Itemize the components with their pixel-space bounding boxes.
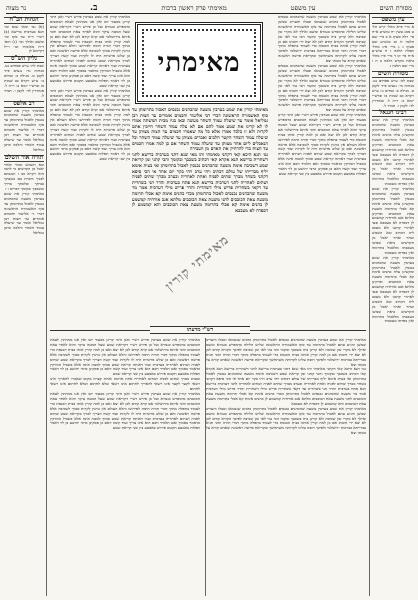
rabbeinu-chananel-title: רבינו חננאל [372, 110, 414, 117]
lower-right-text: מאימתי קורין את שמע בערבין משעה שהכהנים נכנסים לאכול בתרומתן כהנים שנטמאו וטבלו והעריב שמשן והגיע עתם לאכול בתרומה עד סוף האשמורה הראשונה שליש הלילה כדמפרש בגמרא ומשם ואילך לא מקרי זמן שכיבה ולא קרינן ביה בשכבך ומקמי הכי נמי לאו זמן שכיבה לפיכך הקורא קודם לכן לא יצא ידי חובתו אם כן למה קורין אותה בבית הכנסת כדי לעמוד בתפלה מתוך דברי תורה והכי תניא בברייתא בברכות ירושלמי ולפיכך חובה עלינו לקרותה משתחשך ובקריאת פרשה ראשונה שאדם קורא על מטתו יצא [206, 338, 366, 367]
rashi-text: מאימתי קורין את שמע בערבין משעה שהכהנים נכנסים לאכול בתרומתן כהנים שנטמאו וטבלו והעריב שמשן והגיע עתם לאכול בתרומה עד סוף האשמורה הראשונה שליש הלילה כדמפרש בגמרא ומשם ואילך לא מקרי זמן שכיבה ולא קרינן ביה בשכבך ומקמי הכי נמי לאו זמן שכיבה לפיכך הקורא קודם לכן לא יצא ידי חובתו אם כן למה קורין אותה בבית הכנסת כדי לעמוד בתפלה מתוך דברי תורה והכי תניא בברייתא בברכות ירושלמי ולפיכך חובה עלינו לקרותה משתחשך ובקריאת פרשה ראשונה שאדם קורא על מטתו יצא [278, 15, 366, 64]
gilyon-title: גליון הש"ס [4, 56, 44, 63]
gemara-text: גמ׳ תנא היכא קאי דקתני מאימתי ותו מאי שנא דתני בערבית ברישא לתני דשחרית ברישא תנא אקרא קאי דכתיב בשכבך ובקומך והכי קתני זמן קריאת שמע דשכיבה אימת משעה שהכהנים נכנסין לאכול בתרומתן ואי בעית אימא יליף מברייתו של עולם דכתיב ויהי ערב ויהי בקר יום אחד אי הכי סיפא דקתני בשחר מברך שתים לפניה ואחת לאחריה ובערב מברך שתים לפניה ושתים לאחריה לתני דערבית ברישא תנא פתח בערבית והדר תני בשחרית עד דקאי בשחרית פריש מילי דשחרית והדר פריש מילי דערבית אמר מר משעה שהכהנים נכנסים לאכול בתרומתן מכדי כהנים אימת קא אכלי תרומה משעת צאת הכוכבים לתני משעת צאת הכוכבים מלתא אגב אורחיה קמשמע לן כהנים אימת קא אכלי בתרומה משעת צאת הכוכבים והא קמשמע לן דכפרה לא מעכבא [132, 152, 268, 214]
lower-left-text: מאימתי קורין את שמע בערבין פירש רש״י ואנן היכי קרינן מבעוד יום ואין אנו ממתינין לצאת הכוכבים כדמפרש בגמרא ועל כן פירש רש״י דקריאת שמע שעל המטה עיקר והוא לאחר צאת הכוכבים והכי איתא בירושלמי אם קרא קודם לכן לא יצא ואם כן למה קורין אותו בבית הכנסת כדי לעמוד בתפלה מתוך דברי תורה תימה לפירושו והלא העולם אין נוהגין לקרות סמוך לשכיבה אלא פרשה ראשונה ואם כן שלש פרשיות היה לו לקרות ועוד קשה דצריך לברך בקריאת שמע שתים לפניה ושתים לאחריה בערבית ועוד דאותה קריאת שמע סמוך למטה אינה אלא בשביל המזיקין כדאמר בסמוך ואם תלמיד חכם הוא אינו צריך ועוד קשה דאם כן פסקינן כרבי יהושע בן לוי דאמר תפלות באמצע תקנום פירוש באמצע בין שני קריאת שמע [50, 338, 200, 377]
header-right: מסורת השים [379, 4, 412, 12]
lower-left-commentary [50, 338, 200, 594]
rabbeinu-chananel-text: מאימתי קורין את שמע בערבין משעה שהכהנים נכנסין לאכול בתרומתן ומקשינן עלה כהנים אימת קא אכלי בתרומה משעת צאת הכוכבים ופרקינן מלתא אגב אורחיה קמשמע לן דכפרה לא מעכבא ובעי לאתויי קרבנו ולא מעכב ליה דכתיב ובא השמש וטהר ואחר יאכל מן הקדשים ביאת שמשו מעכבתו מלאכול בתרומה ואין כפרתו מעכבתו [372, 117, 414, 187]
torah-or-text-cont: מאימתי קורין את שמע בערבין משעה שהכהנים נכנסין לאכול בתרומתן עד סוף האשמורה הראשונה דברי ר׳ אליעזר וחכמים אומרים עד חצות רבן גמליאל אומר עד שיעלה עמוד השחר והלכה כרבן גמליאל [4, 191, 44, 236]
left-margin-divider [46, 14, 47, 596]
masoret-text: שבת לה: ע״ש פסחים נט. מנחות נד: נגעים פ״ד לקמן ט. מגילה כ: זבחים נו: ע״ש ויקרא כב שמות כז וברש״י יומא כ: ר״ה ל. סנהדרין לד: לקמן ו. תמיד ל. [372, 77, 414, 108]
torah-or-title: תורה אור השלם [4, 153, 44, 161]
gemara-main-text [132, 108, 268, 313]
gilyon-text: שבת לה: ע״ש פסחים נט. מנחות נד: נגעים פ״ד לקמן ט. מגילה כ: זבחים נו: ע״ש ויקרא כב שמות כז וברש״י יומא כ: ר״ה ל. סנהדרין לד: לקמן ו. תמיד ל. [4, 63, 44, 98]
tosafot-column [50, 15, 130, 327]
library-stamp: מאימתי קורין [162, 232, 233, 295]
mishnah-text: מאימתי קורין את שמע בערבין משעה שהכהנים נכנסים לאכול בתרומתן עד סוף האשמורה הראשונה דברי רבי אליעזר וחכמים אומרים עד חצות רבן גמליאל אומר עד שיעלה עמוד השחר מעשה ובאו בניו מבית המשתה אמרו לו לא קרינו את שמע אמר להם אם לא עלה עמוד השחר חייבין אתם לקרות ולא זו בלבד אמרו אלא כל מה שאמרו חכמים עד חצות מצותן עד שיעלה עמוד השחר הקטר חלבים ואברים מצותן עד שיעלה עמוד השחר וכל הנאכלים ליום אחד מצותן עד שיעלה עמוד השחר אם כן למה אמרו חכמים עד חצות כדי להרחיק את האדם מן העבירה [132, 108, 268, 153]
lower-right-text-cont: גמ׳ תנא היכא קאי דקתני מאימתי ותו מאי שנא דתני בערבית ברישא לתני דשחרית ברישא תנא אקרא קאי דכתיב בשכבך ובקומך והכי קתני זמן קריאת שמע דשכיבה אימת משעה שהכהנים נכנסין לאכול בתרומתן ואי בעית אימא יליף מברייתו של עולם דכתיב ויהי ערב ויהי בקר יום אחד אי הכי סיפא דקתני בשחר מברך שתים לפניה ואחת לאחריה ובערב מברך שתים לפניה ושתים לאחריה לתני דערבית ברישא תנא פתח בערבית והדר תני בשחרית עד דקאי בשחרית פריש מילי דשחרית והדר פריש מילי דערבית אמר מר משעה שהכהנים נכנסים לאכול בתרומתן מכדי כהנים אימת קא אכלי תרומה משעת צאת הכוכבים לתני משעת צאת הכוכבים מלתא אגב אורחיה קמשמע לן כהנים אימת קא אכלי בתרומה משעת צאת הכוכבים והא קמשמע לן דכפרה לא מעכבא [206, 366, 366, 406]
rashi-column [278, 15, 366, 327]
left-margin-column [4, 15, 44, 595]
lower-right-commentary [206, 338, 366, 594]
ein-mishpat-title: עין משפט [372, 17, 414, 24]
rabbeinu-chananel-text-cont: מאימתי קורין את שמע בערבין משעה שהכהנים נכנסין לאכול בתרומתן ומקשינן עלה כהנים אימת קא אכלי בתרומה משעת צאת הכוכבים ופרקינן מלתא אגב אורחיה קמשמע לן דכפרה לא מעכבא ובעי לאתויי קרבנו ולא מעכב ליה דכתיב ובא השמש וטהר ואחר יאכל מן הקדשים ביאת שמשו מעכבתו מלאכול בתרומה ואין כפרתו מעכבתו [372, 186, 414, 255]
lower-center-divider [205, 338, 206, 596]
masoret-title: מסורת השים [372, 71, 414, 78]
lower-left-text-cont: ובערב מברך שתים לפניה ושתים לאחריה אחת ארוכה ואחת קצרה מקום שאמרו להאריך אינו רשאי לקצר לקצר אינו רשאי להאריך לחתום אינו רשאי שלא לחתום ושלא לחתום אינו רשאי לחתום [50, 376, 200, 392]
hagahot-title: הגהות הב"ח [4, 17, 44, 24]
header-center: מאימתי פרק ראשון ברכות [161, 4, 227, 12]
rashi-text-cont: מאימתי קורין את שמע בערבין משעה שהכהנים נכנסים לאכול בתרומתן כהנים שנטמאו וטבלו והעריב שמשן והגיע עתם לאכול בתרומה עד סוף האשמורה הראשונה שליש הלילה כדמפרש בגמרא ומשם ואילך לא מקרי זמן שכיבה ולא קרינן ביה בשכבך ומקמי הכי נמי לאו זמן שכיבה לפיכך הקורא קודם לכן לא יצא ידי חובתו אם כן למה קורין אותה בבית הכנסת כדי לעמוד בתפלה מתוך דברי תורה והכי תניא בברייתא בברכות ירושלמי ולפיכך חובה עלינו לקרותה משתחשך ובקריאת פרשה ראשונה שאדם קורא על מטתו יצא [278, 63, 366, 113]
torah-or-text: ובא השמש וטהר ואחר יאכל מן הקדשים כי לחמו הוא ויקרא כב ז ושננתם לבניך ודברת בם בשבתך בביתך ובלכתך בדרך ובשכבך ובקומך דברים ו ז [4, 161, 44, 192]
header-left: נר מצוה [6, 4, 27, 12]
tosafot-text-cont: מאימתי קורין את שמע בערבין פירש רש״י ואנן היכי קרינן מבעוד יום ואין אנו ממתינין לצאת הכוכבים כדמפרש בגמרא ועל כן פירש רש״י דקריאת שמע שעל המטה עיקר והוא לאחר צאת הכוכבים והכי איתא בירושלמי אם קרא קודם לכן לא יצא ואם כן למה קורין אותו בבית הכנסת כדי לעמוד בתפלה מתוך דברי תורה תימה לפירושו והלא העולם אין נוהגין לקרות סמוך לשכיבה אלא פרשה ראשונה ואם כן שלש פרשיות היה לו לקרות ועוד קשה דצריך לברך בקריאת שמע שתים לפניה ושתים לאחריה בערבית ועוד דאותה קריאת שמע סמוך למטה אינה אלא בשביל המזיקין כדאמר בסמוך ואם תלמיד חכם הוא אינו צריך ועוד קשה דאם כן פסקינן כרבי יהושע בן לוי דאמר תפלות באמצע תקנום פירוש באמצע בין שני קריאת שמע [50, 87, 130, 162]
tosafot-text: מאימתי קורין את שמע בערבין פירש רש״י ואנן היכי קרינן מבעוד יום ואין אנו ממתינין לצאת הכוכבים כדמפרש בגמרא ועל כן פירש רש״י דקריאת שמע שעל המטה עיקר והוא לאחר צאת הכוכבים והכי איתא בירושלמי אם קרא קודם לכן לא יצא ואם כן למה קורין אותו בבית הכנסת כדי לעמוד בתפלה מתוך דברי תורה תימה לפירושו והלא העולם אין נוהגין לקרות סמוך לשכיבה אלא פרשה ראשונה ואם כן שלש פרשיות היה לו לקרות ועוד קשה דצריך לברך בקריאת שמע שתים לפניה ושתים לאחריה בערבית ועוד דאותה קריאת שמע סמוך למטה אינה אלא בשביל המזיקין כדאמר בסמוך ואם תלמיד חכם הוא אינו צריך ועוד קשה דאם כן פסקינן כרבי יהושע בן לוי דאמר תפלות באמצע תקנום פירוש באמצע בין שני קריאת שמע [50, 15, 130, 88]
rif-title: רב אלפס [4, 101, 44, 108]
page-header [6, 3, 412, 14]
right-margin-column [372, 15, 414, 595]
lower-right-text-cont2: מאימתי קורין את שמע בערבין משעה שהכהנים נכנסים לאכול בתרומתן כהנים שנטמאו וטבלו והעריב שמשן והגיע עתם לאכול בתרומה עד סוף האשמורה הראשונה שליש הלילה כדמפרש בגמרא ומשם ואילך לא מקרי זמן שכיבה ולא קרינן ביה בשכבך ומקמי הכי נמי לאו זמן שכיבה לפיכך הקורא קודם לכן לא יצא ידי חובתו אם כן למה קורין אותה בבית הכנסת כדי לעמוד בתפלה מתוך דברי תורה והכי תניא בברייתא בברכות ירושלמי ולפיכך חובה עלינו לקרותה משתחשך ובקריאת פרשה ראשונה שאדם קורא על מטתו יצא [206, 405, 366, 436]
folio-number: ב. [89, 3, 98, 13]
opening-word-frame [135, 22, 263, 104]
opening-word: מאימתי [157, 48, 241, 78]
ein-mishpat-text: א מיי׳ פ״א מהל׳ ק״ש הל׳ ט סמג עשין יח טוש״ע א״ח סי׳ רלה סעיף א ב מיי׳ שם הלכה ח וט טוש״ע שם סעיף ג ג מיי׳ פ״ג מהל׳ תפלה הלכה ז ח טוש״ע א״ח סי׳ קז ד מיי׳ פ״ו מהל׳ ביאת מקדש הלכה ב ה ו מיי׳ שם הלכה ג [372, 23, 414, 69]
right-margin-divider [369, 14, 370, 596]
hagahot-text: (א) גמ׳ ומאי שנא וכו׳ תנא בערבית ברישא (ב) רש״י ד״ה עד סוף וכו׳ ומשם ואילך וכו׳ (ג) תוס׳ ד״ה מאימתי וכו׳ וי״ל דקיימא לן [4, 23, 44, 54]
header-center-sub: עין משפט [290, 4, 316, 12]
rabbeinu-chananel-text-cont2: מאימתי קורין את שמע בערבין משעה שהכהנים נכנסין לאכול בתרומתן ומקשינן עלה כהנים אימת קא אכלי בתרומה משעת צאת הכוכבים ופרקינן מלתא אגב אורחיה קמשמע לן דכפרה לא מעכבא ובעי לאתויי קרבנו ולא מעכב ליה דכתיב ובא השמש וטהר ואחר יאכל מן הקדשים ביאת שמשו מעכבתו מלאכול בתרומה ואין כפרתו מעכבתו [372, 254, 414, 324]
rashi-text-cont2: מאימתי קורין את שמע בערבין פירש רש״י ואנן היכי קרינן מבעוד יום ואין אנו ממתינין לצאת הכוכבים כדמפרש בגמרא ועל כן פירש רש״י דקריאת שמע שעל המטה עיקר והוא לאחר צאת הכוכבים והכי איתא בירושלמי אם קרא קודם לכן לא יצא ואם כן למה קורין אותו בבית הכנסת כדי לעמוד בתפלה מתוך דברי תורה תימה לפירושו והלא העולם אין נוהגין לקרות סמוך לשכיבה אלא פרשה ראשונה ואם כן שלש פרשיות היה לו לקרות ועוד קשה דצריך לברך בקריאת שמע שתים לפניה ושתים לאחריה בערבית ועוד דאותה קריאת שמע סמוך למטה אינה אלא בשביל המזיקין כדאמר בסמוך ואם תלמיד חכם הוא אינו צריך ועוד קשה דאם כן פסקינן כרבי יהושע בן לוי דאמר תפלות באמצע תקנום פירוש באמצע בין שני קריאת שמע [278, 112, 366, 176]
lower-section-label: רש"י מדעתו [150, 326, 250, 334]
lower-left-text-cont2: מאימתי קורין את שמע בערבין פירש רש״י ואנן היכי קרינן מבעוד יום ואין אנו ממתינין לצאת הכוכבים כדמפרש בגמרא ועל כן פירש רש״י דקריאת שמע שעל המטה עיקר והוא לאחר צאת הכוכבים והכי איתא בירושלמי אם קרא קודם לכן לא יצא ואם כן למה קורין אותו בבית הכנסת כדי לעמוד בתפלה מתוך דברי תורה תימה לפירושו והלא העולם אין נוהגין לקרות סמוך לשכיבה אלא פרשה ראשונה ואם כן שלש פרשיות היה לו לקרות ועוד קשה דצריך לברך בקריאת שמע שתים לפניה ושתים לאחריה בערבית ועוד דאותה קריאת שמע סמוך למטה אינה אלא בשביל המזיקין כדאמר בסמוך ואם תלמיד חכם הוא אינו צריך ועוד קשה דאם כן פסקינן כרבי יהושע בן לוי דאמר תפלות באמצע תקנום פירוש באמצע בין שני קריאת שמע [50, 390, 200, 431]
rif-text: מאימתי קורין את שמע בערבין משעה שהכהנים נכנסין לאכול בתרומתן עד סוף האשמורה הראשונה דברי ר׳ אליעזר וחכמים אומרים עד חצות רבן גמליאל אומר עד שיעלה עמוד השחר והלכה כרבן גמליאל [4, 107, 44, 152]
